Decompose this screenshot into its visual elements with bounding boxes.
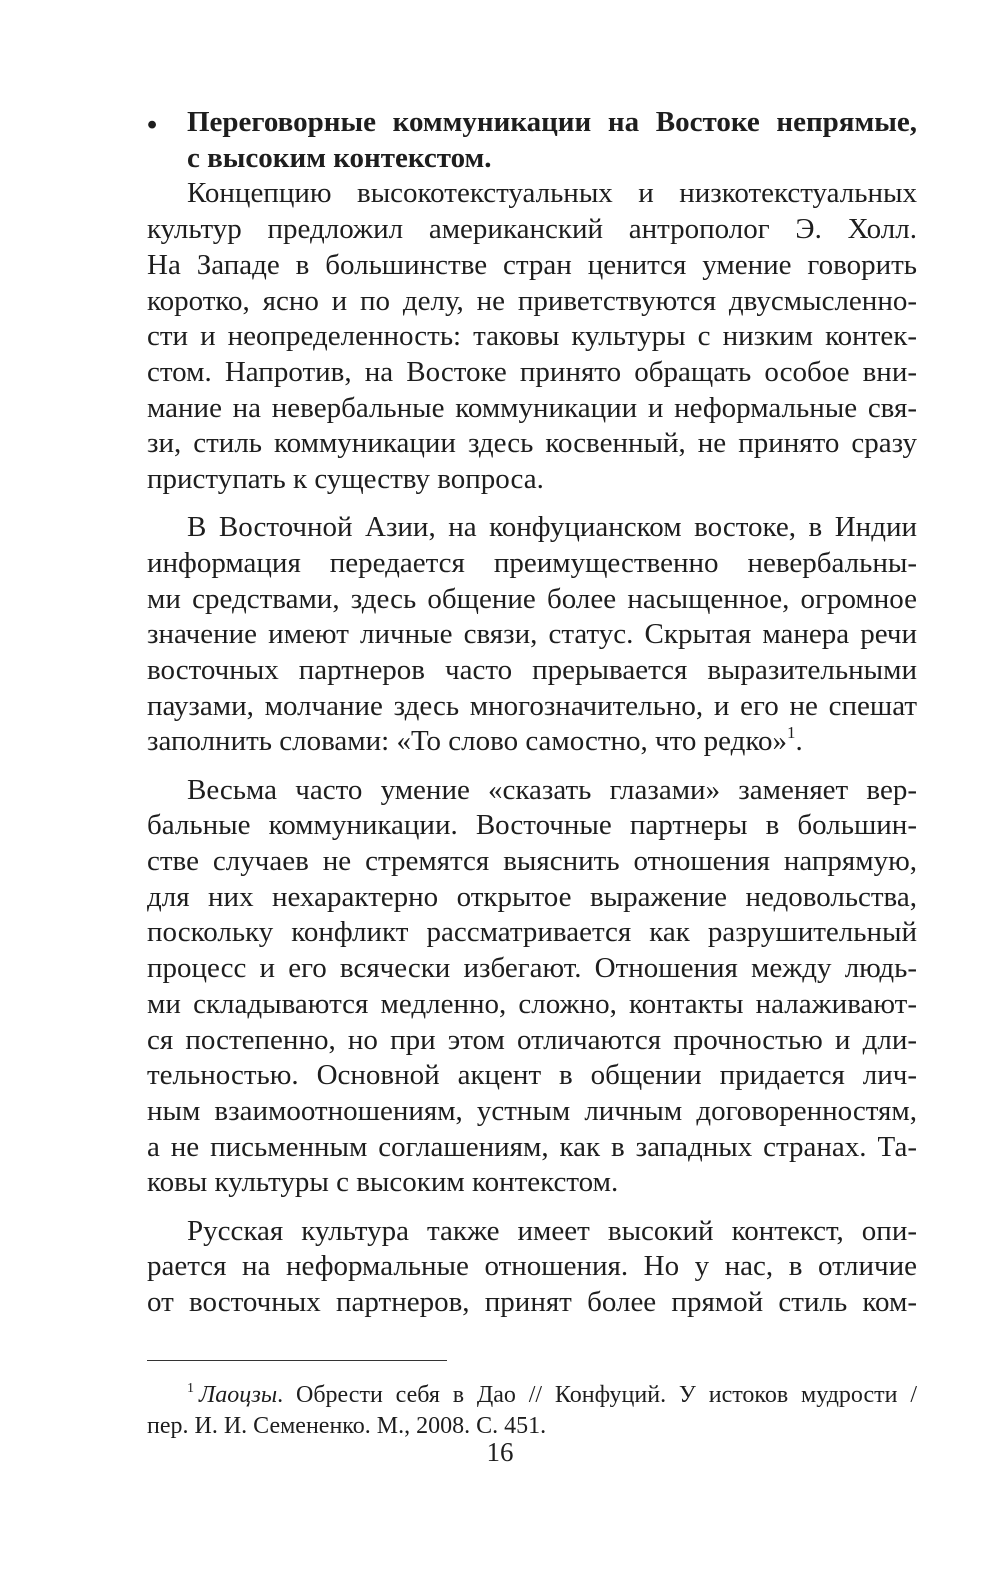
text-line: от восточных партнеров, принят более прямой стиль ком-: [147, 1286, 917, 1318]
section-heading: [147, 105, 917, 176]
text-line: культур предложил американский антрополог Э. Холл.: [147, 213, 917, 246]
paragraph-3: [147, 773, 917, 1201]
text-line: ся постепенно, но при этом отличаются прочностью и дли-: [147, 1023, 917, 1056]
text-line: тельностью. Основной акцент в общении придается лич-: [147, 1059, 917, 1092]
page-number: 16: [486, 1437, 514, 1467]
text-line: ми складываются медленно, сложно, контакты налаживают-: [147, 987, 917, 1020]
text-line: восточных партнеров часто прерывается выразительными: [147, 654, 917, 687]
end-punctuation: .: [795, 725, 803, 758]
text-line: ми средствами, здесь общение более насыщенное, огромное: [147, 582, 917, 615]
text-line: зи, стиль коммуникации здесь косвенный, не принято сразу: [147, 427, 917, 460]
text-line: стве случаев не стремятся выяснить отношения напрямую,: [147, 845, 917, 878]
heading-line: Переговорные коммуникации на Востоке непрямые,: [187, 106, 917, 138]
text-line: [147, 724, 917, 760]
footnote-line: пер. И. И. Семененко. М., 2008. С. 451.: [147, 1413, 547, 1439]
paragraph-1: [147, 176, 917, 497]
text-line: ным взаимоотношениям, устным личным договоренностям,: [147, 1094, 917, 1127]
footnote-divider: [147, 1360, 447, 1361]
text-line: стом. Напротив, на Востоке принято обращать особое вни-: [147, 355, 917, 388]
text-line: процесс и его всячески избегают. Отношения между людь-: [147, 952, 917, 985]
heading-line: с высоким контекстом.: [187, 141, 492, 174]
text-line-content: заполнить словами: «То слово самостно, что редко»: [147, 725, 788, 758]
text-line: Весьма часто умение «сказать глазами» заменяет вер-: [187, 773, 917, 806]
footnote-author: Лаоцзы: [199, 1382, 278, 1408]
text-line: Русская культура также имеет высокий контекст, опи-: [187, 1214, 917, 1247]
footnote-citation: . Обрести себя в Дао // Конфуций. У истоков мудрости /: [277, 1382, 917, 1408]
text-line: рается на неформальные отношения. Но у нас, в отличие: [147, 1250, 917, 1283]
paragraph-2: [147, 510, 917, 760]
text-line: значение имеют личные связи, статус. Скрытая манера речи: [147, 618, 917, 651]
footnote-line: [147, 1373, 917, 1411]
text-line: а не письменным соглашениям, как в западных странах. Та-: [147, 1130, 917, 1163]
text-line: приступать к существу вопроса.: [147, 463, 544, 496]
text-line: Концепцию высокотекстуальных и низкотекстуальных: [187, 177, 917, 210]
text-line: для них нехарактерно открытое выражение недовольства,: [147, 880, 917, 913]
footnote-reference[interactable]: 1: [787, 723, 796, 743]
text-line: паузами, молчание здесь многозначительно, и его не спешат: [147, 689, 917, 722]
bullet-icon: •: [147, 109, 158, 141]
text-line: бальные коммуникации. Восточные партнеры в большин-: [147, 809, 917, 842]
page-body: [147, 105, 917, 1333]
text-line: информация передается преимущественно невербальны-: [147, 546, 917, 579]
text-line: поскольку конфликт рассматривается как разрушительный: [147, 916, 917, 949]
footnote: [147, 1373, 917, 1442]
paragraph-4: [147, 1214, 917, 1321]
text-line: мание на невербальные коммуникации и неформальные свя-: [147, 391, 917, 424]
text-line: На Западе в большинстве стран ценится умение говорить: [147, 248, 917, 281]
text-line: коротко, ясно и по делу, не приветствуются двусмысленно-: [147, 284, 917, 317]
text-line: ковы культуры с высоким контекстом.: [147, 1166, 619, 1199]
text-line: сти и неопределенность: таковы культуры с низким контек-: [147, 320, 917, 353]
footnote-marker: 1: [187, 1381, 194, 1396]
text-line: В Восточной Азии, на конфуцианском востоке, в Индии: [187, 511, 917, 544]
